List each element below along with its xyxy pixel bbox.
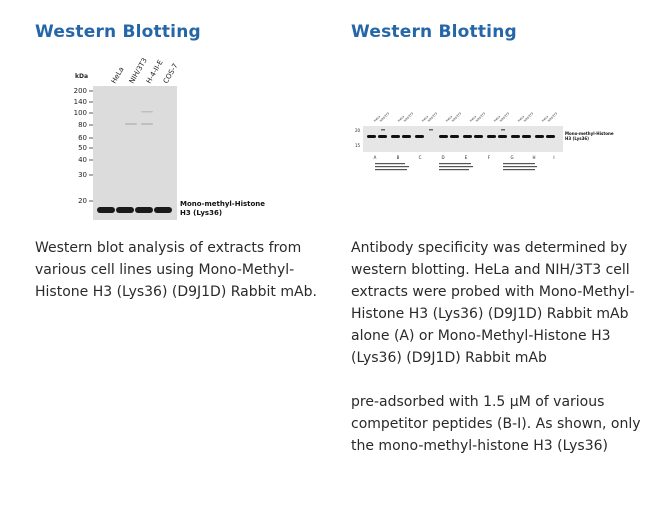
- group-letter: C: [418, 155, 422, 160]
- left-caption: Western blot analysis of extracts from various cell lines using Mono-Methyl-Histone H3 (Lys36) (D9J1D) Rabbit mAb.: [35, 240, 317, 300]
- mw-marker: 80: [78, 121, 87, 129]
- group-letter: G: [510, 155, 514, 160]
- band-label-line2: H3 (Lys36): [180, 209, 223, 217]
- right-caption: Antibody specificity was determined by western blotting. HeLa and NIH/3T3 cell extracts were probed with Mono-Methyl-Histone H3 (Lys36) (D9J1D) Rabbit mAb alone (A) or Mono-Methyl-Histone H3 (Lys36) (D9J1D) Rabbit mAb pre-adsorbed with 1.5 µM of various competitor peptides (B-I). As shown, only the mono-methyl-histone H3 (Lys36): [351, 240, 641, 454]
- group-letter: E: [464, 155, 468, 160]
- blot-membrane: [363, 126, 563, 152]
- group-letter: B: [396, 155, 400, 160]
- mw-marker: 30: [78, 171, 87, 179]
- lane-label: COS-7: [161, 62, 180, 85]
- mw-marker: 20: [355, 128, 361, 133]
- svg-text:NIH/3T3: NIH/3T3: [546, 111, 559, 123]
- svg-text:HeLa: HeLa: [492, 114, 502, 123]
- svg-text:NIH/3T3: NIH/3T3: [402, 111, 415, 123]
- lane-labels: [110, 57, 180, 85]
- western-blot-image-right: [351, 111, 616, 178]
- svg-text:HeLa: HeLa: [516, 114, 526, 123]
- mw-marker: 20: [78, 197, 87, 205]
- group-letter: D: [441, 155, 445, 160]
- right-heading: Western Blotting: [351, 22, 517, 42]
- kda-label: kDa: [75, 73, 89, 80]
- band-label-line1: Mono-methyl-Histone: [565, 131, 614, 136]
- group-letter: I: [553, 155, 555, 160]
- svg-text:HeLa: HeLa: [420, 114, 430, 123]
- group-letter: A: [373, 155, 377, 160]
- mw-marker: 50: [78, 144, 87, 152]
- mw-marker: 60: [78, 134, 87, 142]
- svg-text:NIH/3T3: NIH/3T3: [378, 111, 391, 123]
- group-letter: H: [532, 155, 536, 160]
- left-heading: Western Blotting: [35, 22, 201, 42]
- mw-marker-labels: [74, 87, 87, 205]
- mw-marker: 100: [73, 109, 87, 117]
- band-label-line2: H3 (Lys36): [565, 136, 590, 141]
- svg-text:HeLa: HeLa: [444, 114, 454, 123]
- lane-label: H-4-II-E: [144, 58, 165, 85]
- svg-text:NIH/3T3: NIH/3T3: [426, 111, 439, 123]
- western-blot-image-left: [35, 56, 275, 225]
- svg-text:HeLa: HeLa: [372, 114, 382, 123]
- mw-marker: 140: [73, 98, 87, 106]
- svg-text:NIH/3T3: NIH/3T3: [498, 111, 511, 123]
- mw-marker: 200: [73, 87, 87, 95]
- svg-text:NIH/3T3: NIH/3T3: [474, 111, 487, 123]
- svg-text:NIH/3T3: NIH/3T3: [450, 111, 463, 123]
- mw-marker: 15: [355, 143, 361, 148]
- svg-text:HeLa: HeLa: [468, 114, 478, 123]
- band-label-line1: Mono-methyl-Histone: [180, 200, 266, 208]
- svg-text:HeLa: HeLa: [540, 114, 550, 123]
- lane-label: HeLa: [109, 65, 126, 85]
- svg-text:NIH/3T3: NIH/3T3: [522, 111, 535, 123]
- mw-marker: 40: [78, 156, 87, 164]
- group-letter: F: [487, 155, 491, 160]
- blot-membrane: [93, 86, 177, 220]
- group-letters: [374, 155, 555, 160]
- svg-text:HeLa: HeLa: [396, 114, 406, 123]
- lane-label: NIH/3T3: [127, 56, 149, 85]
